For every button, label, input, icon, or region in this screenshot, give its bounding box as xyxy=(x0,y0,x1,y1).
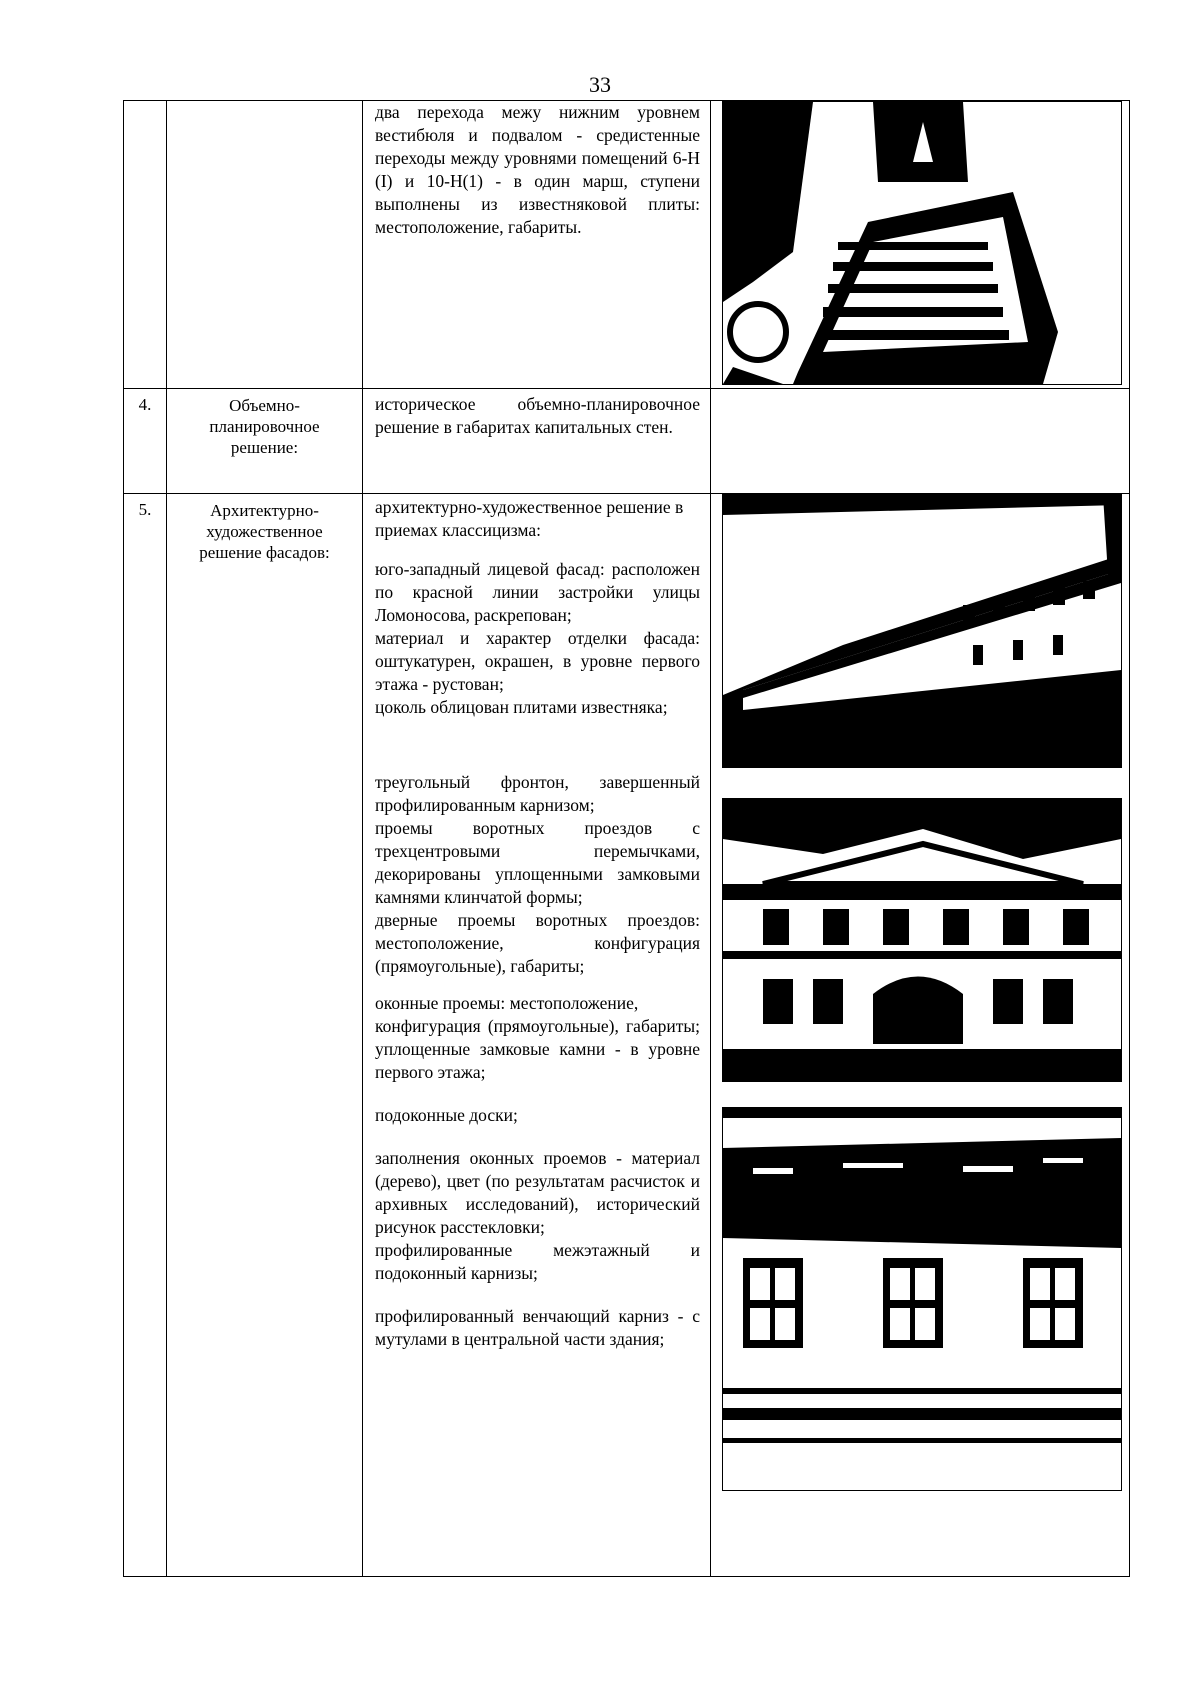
description-paragraph: дверные проемы воротных проездов: местоположение, конфигурация (прямоугольные), габариты; xyxy=(375,910,700,976)
stairs-photo xyxy=(722,101,1122,385)
row-photo-cell xyxy=(711,101,1130,389)
row-photo-cell-empty xyxy=(711,389,1130,494)
description-paragraph: оконные проемы: местоположение, xyxy=(375,993,639,1013)
description-paragraph: проемы воротных проездов с трехцентровыми перемычками, декорированы уплощенными замковыми камнями клинчатой формы; xyxy=(375,818,700,907)
description-paragraph: архитектурно-художественное решение в приемах классицизма: xyxy=(375,497,684,540)
description-paragraph: материал и характер отделки фасада: оштукатурен, окрашен, в уровне первого этажа - рустован; xyxy=(375,628,700,694)
row-number: 5. xyxy=(124,494,167,1577)
row-subject-name: Объемно-планировочное решение: xyxy=(167,389,363,494)
description-paragraph: треугольный фронтон, завершенный профилированным карнизом; xyxy=(375,772,700,815)
description-paragraph: профилированные межэтажный и подоконный карнизы; xyxy=(375,1240,700,1283)
description-paragraph: цоколь облицован плитами известняка; xyxy=(375,697,668,717)
row-subject-name: Архитектурно-художественное решение фасадов: xyxy=(167,494,363,1577)
row-description xyxy=(363,101,711,389)
description-paragraph: подоконные доски; xyxy=(375,1105,518,1125)
pediment-facade-photo xyxy=(722,798,1122,1082)
table-row-4 xyxy=(124,389,1130,494)
row-number xyxy=(124,101,167,389)
row-number: 4. xyxy=(124,389,167,494)
page-number: 33 xyxy=(589,72,611,97)
monument-subject-table xyxy=(123,100,1130,1577)
table-row-5 xyxy=(124,494,1130,1577)
description-paragraph: два перехода межу нижним уровнем вестибюля и подвалом - средистенные переходы между уровнями помещений 6-Н (I) и 10-Н(1) - в один марш, ступени выполнены из известняковой плиты: местоположение, габариты. xyxy=(375,102,700,237)
windows-cornice-photo xyxy=(722,1107,1122,1491)
description-paragraph: профилированный венчающий карниз - с мутулами в центральной части здания; xyxy=(375,1306,700,1349)
table-row-continuation xyxy=(124,101,1130,389)
street-facade-photo xyxy=(722,494,1122,768)
description-paragraph: юго-западный лицевой фасад: расположен по красной линии застройки улицы Ломоносова, раскрепован; xyxy=(375,559,700,625)
row-description xyxy=(363,389,711,494)
description-paragraph: заполнения оконных проемов - материал (дерево), цвет (по результатам расчисток и архивных исследований), исторический рисунок расстекловки; xyxy=(375,1148,700,1237)
description-paragraph: историческое объемно-планировочное решение в габаритах капитальных стен. xyxy=(375,394,700,437)
row-description xyxy=(363,494,711,1577)
row-subject-name xyxy=(167,101,363,389)
row-photo-cell xyxy=(711,494,1130,1577)
description-paragraph: конфигурация (прямоугольные), габариты; уплощенные замковые камни - в уровне первого этажа; xyxy=(375,1016,700,1082)
